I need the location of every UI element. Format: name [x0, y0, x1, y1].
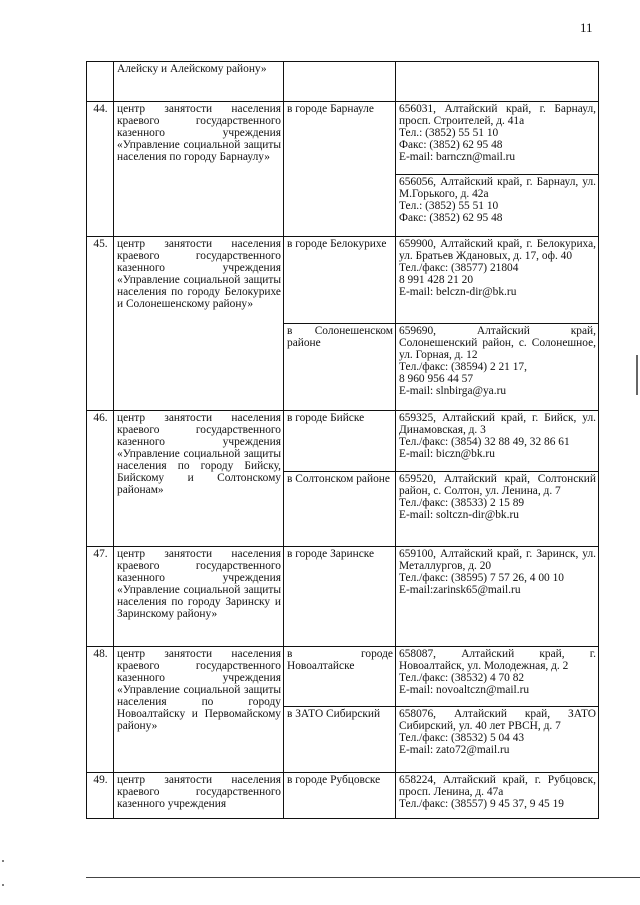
contact-info: 658087, Алтайский край, г. Новоалтайск, ул. Молодежная, д. 2 Тел./факс: (38532) 4 70 82 E-mail: novoaltczn@mail.ru: [396, 647, 599, 707]
table-row: [87, 62, 599, 102]
row-number: 49.: [87, 773, 114, 819]
contact-info: 656056, Алтайский край, г. Барнаул, ул. М.Горького, д. 42а Тел.: (3852) 55 51 10 Факс: (3852) 62 95 48: [396, 175, 599, 237]
organization-name: центр занятости населения краевого государственного казенного учреждения «Управление социальной защиты населения по городу Бийску, Бийскому и Солтонскому районам»: [114, 411, 284, 547]
organization-name: Алейску и Алейскому району»: [114, 62, 284, 102]
organization-name: центр занятости населения краевого государственного казенного учреждения: [114, 773, 284, 819]
table-row: [87, 237, 599, 324]
contact-info: 658076, Алтайский край, ЗАТО Сибирский, ул. 40 лет РВСН, д. 7 Тел./факс: (38532) 5 04 43 E-mail: zato72@mail.ru: [396, 707, 599, 773]
table-row: [87, 773, 599, 819]
contact-info: 658224, Алтайский край, г. Рубцовск, просп. Ленина, д. 47а Тел./факс: (38557) 9 45 37, 9 45 19: [396, 773, 599, 819]
row-number: 46.: [87, 411, 114, 547]
table-row: [87, 547, 599, 647]
contact-info: 659690, Алтайский край, Солонешенский район, с. Солонешное, ул. Горная, д. 12 Тел./факс: (38594) 2 21 17, 8 960 956 44 57 E-mail: slnbirga@ya.ru: [396, 324, 599, 411]
table-row: [87, 411, 599, 472]
page-number: 11: [580, 20, 593, 35]
location: в Солтонском районе: [284, 472, 396, 547]
table-row: [87, 102, 599, 175]
location: [284, 62, 396, 102]
location: в городе Барнауле: [284, 102, 396, 237]
row-number: 47.: [87, 547, 114, 647]
contact-info: 659100, Алтайский край, г. Заринск, ул. Металлургов, д. 20 Тел./факс: (38595) 7 57 26, 4 00 10 E-mail:zarinsk65@mail.ru: [396, 547, 599, 647]
row-number: 44.: [87, 102, 114, 237]
row-number: 48.: [87, 647, 114, 773]
contact-info: 659520, Алтайский край, Солтонский район, с. Солтон, ул. Ленина, д. 7 Тел./факс: (38533) 2 15 89 E-mail: soltczn-dir@bk.ru: [396, 472, 599, 547]
location: в городе Заринске: [284, 547, 396, 647]
location: в городе Новоалтайске: [284, 647, 396, 707]
contact-info: 659325, Алтайский край, г. Бийск, ул. Динамовская, д. 3 Тел./факс: (3854) 32 88 49, 32 86 61 E-mail: biczn@bk.ru: [396, 411, 599, 472]
row-number: 45.: [87, 237, 114, 411]
location: в ЗАТО Сибирский: [284, 707, 396, 773]
row-number: [87, 62, 114, 102]
contact-info: 659900, Алтайский край, г. Белокуриха, ул. Братьев Ждановых, д. 17, оф. 40 Тел./факс: (38577) 21804 8 991 428 21 20 E-mail: belczn-dir@bk.ru: [396, 237, 599, 324]
organization-name: центр занятости населения краевого государственного казенного учреждения «Управление социальной защиты населения по городу Барнаулу»: [114, 102, 284, 237]
table-row: [87, 647, 599, 707]
location: в Солонешенском районе: [284, 324, 396, 411]
contact-info: [396, 62, 599, 102]
location: в городе Рубцовске: [284, 773, 396, 819]
scan-dot: [2, 860, 4, 862]
location: в городе Бийске: [284, 411, 396, 472]
organization-name: центр занятости населения краевого государственного казенного учреждения «Управление социальной защиты населения по городу Белокурихе и Солонешенскому району»: [114, 237, 284, 411]
employment-centers-table: [86, 61, 599, 819]
contact-info: 656031, Алтайский край, г. Барнаул, просп. Строителей, д. 41а Тел.: (3852) 55 51 10 Факс: (3852) 62 95 48 E-mail: barnczn@mail.ru: [396, 102, 599, 175]
scan-edge-mark: [636, 355, 638, 395]
bottom-divider: [86, 877, 640, 878]
location: в городе Белокурихе: [284, 237, 396, 324]
scan-dot: [2, 884, 4, 886]
organization-name: центр занятости населения краевого государственного казенного учреждения «Управление социальной защиты населения по городу Заринску и Заринскому району»: [114, 547, 284, 647]
organization-name: центр занятости населения краевого государственного казенного учреждения «Управление социальной защиты населения по городу Новоалтайску и Первомайскому району»: [114, 647, 284, 773]
